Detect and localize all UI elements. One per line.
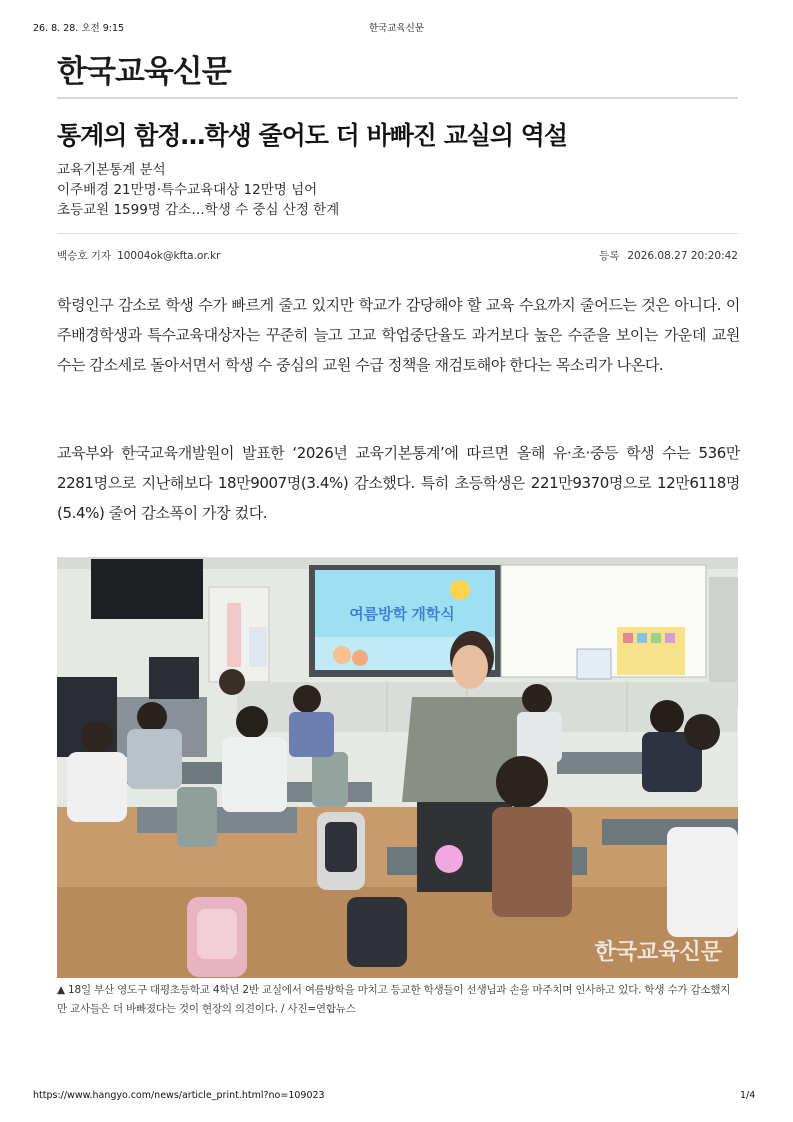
author-name: 백승호 기자 [57, 250, 112, 262]
subtitle-line: 초등교원 1599명 감소…학생 수 중심 산정 한계 [57, 202, 340, 218]
subtitle-line: 교육기본통계 분석 [57, 162, 166, 178]
author-email[interactable]: 10004ok@kfta.or.kr [117, 250, 221, 262]
board-text: 여름방학 개학식 [349, 606, 455, 623]
article-paragraph: 학령인구 감소로 학생 수가 빠르게 줄고 있지만 학교가 감당해야 할 교육 수요까지 줄어드는 것은 아니다. 이주배경학생과 특수교육대상자는 꾸준히 늘고 고교 학업중단율도 과거보다 높은 수준을 보이는 가운데 교원 수는 감소세로 돌아서면서 학생 수 중심의 교원 수급 정책을 재검토해야 한다는 목소리가 나온다. [57, 296, 740, 374]
print-title: 한국교육신문 [368, 23, 425, 34]
article-headline: 통계의 함정…학생 줄어도 더 바빠진 교실의 역설 [57, 121, 568, 150]
registered-label: 등록 [599, 250, 620, 262]
photo-caption: ▲ 18일 부산 영도구 대평초등학교 4학년 2반 교실에서 여름방학을 마치고 등교한 학생들이 선생님과 손을 마주치며 인사하고 있다. 학생 수가 감소했지만 교사들은 더 바빠졌다는 것이 현장의 의견이다. / 사진=연합뉴스 [57, 984, 731, 1015]
classroom-photo-illustration [57, 557, 738, 978]
print-header [0, 20, 793, 36]
page-number: 1/4 [740, 1090, 756, 1101]
article-photo [57, 557, 738, 978]
print-datetime: 26. 8. 28. 오전 9:15 [33, 23, 125, 34]
article-subtitles [57, 160, 737, 220]
author-info [57, 248, 220, 263]
photo-watermark: 한국교육신문 [594, 939, 722, 965]
byline [57, 248, 738, 264]
subtitle-line: 이주배경 21만명·특수교육대상 12만명 넘어 [57, 182, 318, 198]
print-url: https://www.hangyo.com/news/article_print.html?no=109023 [33, 1090, 325, 1101]
registered-info [599, 248, 738, 263]
byline-divider [57, 233, 738, 234]
registered-datetime: 2026.08.27 20:20:42 [627, 250, 738, 262]
article-paragraph: 교육부와 한국교육개발원이 발표한 ‘2026년 교육기본통계’에 따르면 올해 유·초·중등 학생 수는 536만2281명으로 지난해보다 18만9007명(3.4%) 감소했다. 특히 초등학생은 221만9370명으로 12만6118명(5.4%) 줄어 감소폭이 가장 컸다. [57, 444, 740, 522]
masthead-logo: 한국교육신문 [57, 54, 231, 90]
masthead-divider [57, 97, 738, 99]
